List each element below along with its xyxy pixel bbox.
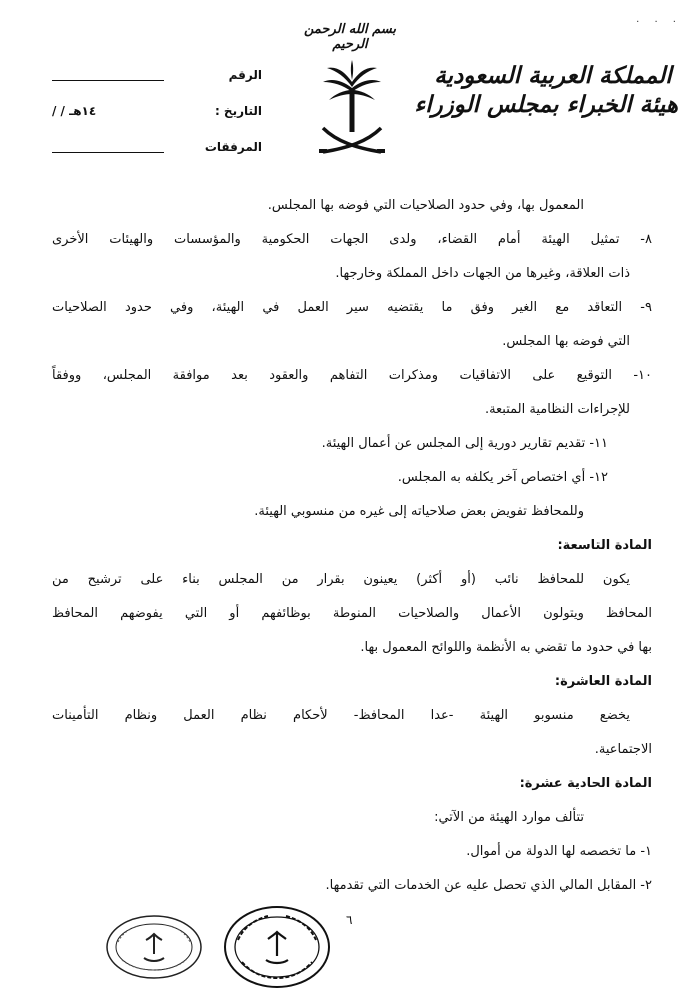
clause-9: ٩- التعاقد مع الغير وفق ما يقتضيه سير العمل في الهيئة، وفي حدود الصلاحيات — [52, 300, 652, 315]
reference-block — [52, 68, 262, 176]
clause-8: ٨- تمثيل الهيئة أمام القضاء، ولدى الجهات الحكومية والمؤسسات والهيئات الأخرى — [52, 232, 652, 247]
official-seal-right — [222, 904, 332, 990]
official-seal-left — [104, 912, 204, 982]
article-10-text: الاجتماعية. — [594, 742, 652, 757]
body-line: التي فوضه بها المجلس. — [502, 334, 630, 349]
body-line: ذات العلاقة، وغيرها من الجهات داخل المملكة وخارجها. — [335, 266, 630, 281]
attachments-row — [52, 140, 262, 176]
body-line: المعمول بها، وفي حدود الصلاحيات التي فوضه بها المجلس. — [267, 198, 584, 213]
article-11-text: تتألف موارد الهيئة من الآتي: — [434, 810, 584, 825]
clause-10: ١٠- التوقيع على الاتفاقيات ومذكرات التفاهم والعقود بعد موافقة المجلس، ووفقاً — [52, 368, 652, 383]
date-value: / / ١٤هـ — [52, 104, 97, 118]
clause-12: ١٢- أي اختصاص آخر يكلفه به المجلس. — [397, 470, 608, 485]
page-number: ٦ — [346, 913, 353, 927]
ref-number-row — [52, 68, 262, 104]
body-line: للإجراءات النظامية المتبعة. — [484, 402, 630, 417]
article-9-heading: المادة التاسعة: — [557, 538, 652, 553]
article-9-text: المحافظ ويتولون الأعمال والصلاحيات المنوطة بوظائفهم أو التي يفوضهم المحافظ — [52, 606, 652, 621]
date-label: التاريخ : — [214, 104, 262, 118]
article-9-text: بها في حدود ما تقضي به الأنظمة واللوائح المعمول بها. — [360, 640, 652, 655]
authority-name: هيئة الخبراء بمجلس الوزراء — [414, 90, 678, 118]
article-10-heading: المادة العاشرة: — [554, 674, 652, 689]
delegation-paragraph: وللمحافظ تفويض بعض صلاحياته إلى غيره من منسوبي الهيئة. — [254, 504, 584, 519]
bismillah: بسم الله الرحمن الرحيم — [304, 22, 396, 52]
clause-11: ١١- تقديم تقارير دورية إلى المجلس عن أعمال الهيئة. — [321, 436, 608, 451]
palm-and-swords-emblem — [317, 60, 387, 160]
kingdom-name: المملكة العربية السعودية — [434, 62, 672, 89]
resource-item-2: ٢- المقابل المالي الذي تحصل عليه عن الخدمات التي تقدمها. — [325, 878, 652, 893]
resource-item-1: ١- ما تخصصه لها الدولة من أموال. — [466, 844, 652, 859]
ref-number-label: الرقم — [228, 68, 262, 82]
article-10-text: يخضع منسوبو الهيئة -عدا المحافظ- لأحكام نظام العمل ونظام التأمينات — [52, 708, 630, 723]
article-9-text: يكون للمحافظ نائب (أو أكثر) يعينون بقرار من المجلس بناء على ترشيح من — [52, 572, 630, 587]
article-11-heading: المادة الحادية عشرة: — [519, 776, 652, 791]
corner-marks: . . . — [636, 14, 682, 25]
document-body — [52, 196, 652, 910]
attachments-label: المرفقات — [204, 140, 262, 154]
attachments-line — [52, 152, 164, 153]
ref-number-line — [52, 80, 164, 81]
date-row — [52, 104, 262, 140]
letterhead-title — [414, 62, 678, 120]
